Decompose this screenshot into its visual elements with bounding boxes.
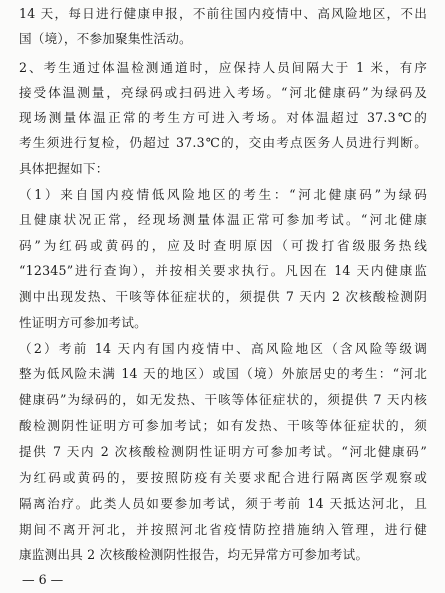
text-line: 码”为红码或黄码的，应及时查明原因（可拨打省级服务热线 [19,238,427,253]
text-line: 国（境），不参加聚集性活动。 [19,31,192,46]
text-line: 且健康状况正常，经现场测量体温正常可参加考试。“河北健康 [19,212,427,227]
text-line: 接受体温测量，亮绿码或扫码进入考场。“河北健康码”为绿码及 [19,85,427,100]
text-line: 现场测量体温正常的考生方可进入考场。对体温超过 37.3℃的 [19,110,427,125]
text-line: 具体把握如下： [19,161,109,176]
text-line: 2、考生通过体温检测通道时，应保持人员间隔大于 1 米，有序 [19,60,427,75]
text-line: 隔离治疗。此类人员如要参加考试，须于考前 14 天抵达河北，且 [19,496,427,511]
text-line: 为红码或黄码的，要按照防疫有关要求配合进行隔离医学观察或 [19,470,427,485]
text-line: 测中出现发热、干咳等体征症状的，须提供 7 天内 2 次核酸检测阴 [19,289,427,304]
text-line: “12345”进行查询），并按相关要求执行。凡因在 14 天内健康监 [19,263,427,278]
text-line: （2）考前 14 天内有国内疫情中、高风险地区（含风险等级调 [19,341,427,356]
text-line: 康监测出具 2 次核酸检测阴性报告，均无异常方可参加考试。 [19,547,369,562]
text-line: 14 天，每日进行健康申报，不前往国内疫情中、高风险地区，不出 [19,6,427,21]
text-line: 期间不离开河北，并按照河北省疫情防控措施纳入管理，进行健 [19,522,427,537]
text-line: （1）来自国内疫情低风险地区的考生：“河北健康码”为绿码 [19,187,427,202]
page-number: — 6 — [22,572,64,587]
text-line: 酸检测阴性证明方可参加考试；如有发热、干咳等体征症状的，须 [19,418,427,433]
text-line: 性证明方可参加考试。 [19,315,147,330]
text-line: 提供 7 天内 2 次核酸检测阴性证明方可参加考试。“河北健康码” [19,444,427,459]
text-line: 考生须进行复检，仍超过 37.3℃的，交由考点医务人员进行判断。 [19,135,427,150]
text-line: 整为低风险未满 14 天的地区）或国（境）外旅居史的考生：“河北 [19,366,427,381]
text-line: 健康码”为绿码的，如无发热、干咳等体征症状的，须提供 7 天内核 [19,392,427,407]
